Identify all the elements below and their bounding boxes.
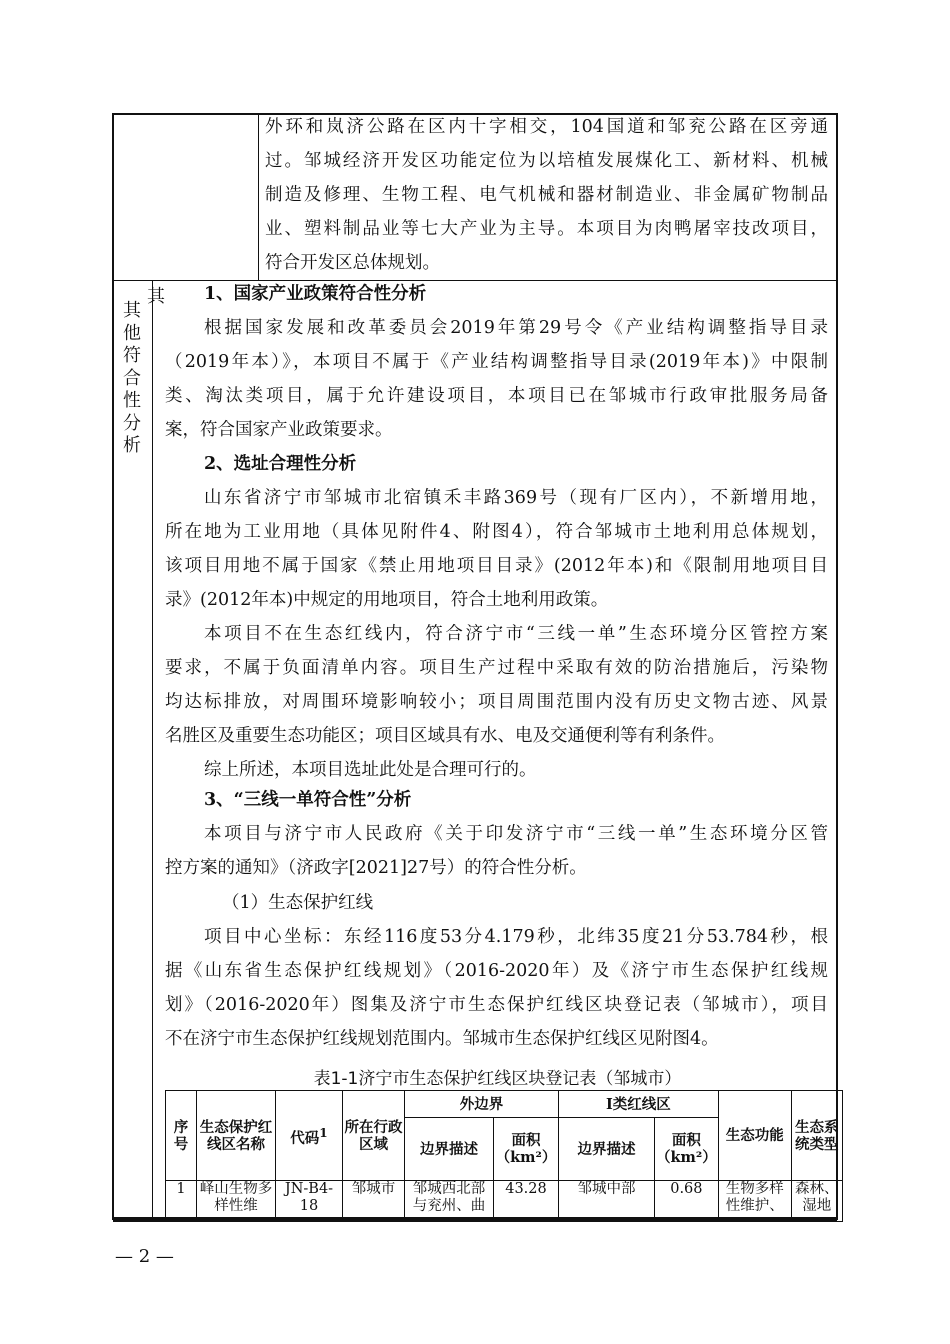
table-row: [166, 1181, 843, 1222]
text-line: 名胜区及重要生态功能区；项目区域具有水、电及交通便利等有利条件。: [165, 726, 725, 746]
header-region: 所在行政区域: [343, 1091, 405, 1181]
cell-eco: 森林、湿地: [791, 1181, 842, 1222]
text-line: （1）生态保护红线: [222, 893, 374, 913]
header-code-text: 代码: [290, 1129, 320, 1147]
text-line: 据《山东省生态保护红线规划》（2016-2020年）及《济宁市生态保护红线规: [165, 961, 828, 981]
section-heading: 1、国家产业政策符合性分析: [204, 284, 427, 304]
divider: [258, 113, 259, 280]
cell-region: 邹城市: [343, 1181, 405, 1222]
text-line: （2019年本）》，本项目不属于《产业结构调整指导目录(2019年本)》中限制: [165, 352, 828, 372]
cell-function: 生物多样性维护、: [718, 1181, 791, 1222]
divider: [152, 280, 153, 1220]
text-line: 过。邹城经济开发区功能定位为以培植发展煤化工、新材料、机械: [265, 151, 828, 171]
header-eco: 生态系统类型: [791, 1091, 842, 1181]
stray-char: 其: [147, 286, 165, 307]
cell-desc2: 邹城中部: [559, 1181, 655, 1222]
footnote-mark: 1: [319, 1125, 328, 1140]
text-line: 该项目用地不属于国家《禁止用地项目目录》(2012年本)和《限制用地项目目: [165, 556, 828, 576]
header-class1: I类红线区: [559, 1091, 719, 1118]
header-area2: 面积（km²）: [655, 1118, 719, 1181]
section-heading: 3、“三线一单符合性”分析: [204, 790, 412, 810]
text-line: 外环和岚济公路在区内十字相交，104国道和邹兖公路在区旁通: [265, 117, 828, 137]
text-line: 业、塑料制品业等七大产业为主导。本项目为肉鸭屠宰技改项目，: [265, 219, 828, 239]
page-number: — 2 —: [115, 1246, 174, 1267]
header-desc1: 边界描述: [405, 1118, 494, 1181]
cell-no: 1: [166, 1181, 197, 1222]
text-line: 录》(2012年本)中规定的用地项目，符合土地利用政策。: [165, 590, 609, 610]
text-line: 划》（2016-2020年）图集及济宁市生态保护红线区块登记表（邹城市），项目: [165, 995, 828, 1015]
text-line: 综上所述，本项目选址此处是合理可行的。: [204, 760, 537, 780]
text-line: 均达标排放，对周围环境影响较小；项目周围范围内没有历史文物古迹、风景: [165, 692, 828, 712]
text-line: 项目中心坐标：东经116度53分4.179秒，北纬35度21分53.784秒，根: [204, 927, 828, 947]
text-line: 要求，不属于负面清单内容。项目生产过程中采取有效的防治措施后，污染物: [165, 658, 828, 678]
table-caption: 表1-1济宁市生态保护红线区块登记表（邹城市）: [313, 1069, 682, 1089]
side-label-other-compliance: 其他符合性分析: [123, 300, 141, 456]
text-line: 山东省济宁市邹城市北宿镇禾丰路369号（现有厂区内），不新增用地，: [204, 488, 828, 508]
frame-bottom: [113, 1219, 837, 1222]
red-line-register-table: [165, 1090, 843, 1222]
text-line: 不在济宁市生态保护红线规划范围内。邹城市生态保护红线区见附图4。: [165, 1029, 719, 1049]
header-no: 序号: [166, 1091, 197, 1181]
section-heading: 2、选址合理性分析: [204, 454, 357, 474]
header-code: [276, 1091, 343, 1181]
cell-area2: 0.68: [655, 1181, 719, 1222]
header-area1: 面积（km²）: [494, 1118, 559, 1181]
text-line: 本项目不在生态红线内，符合济宁市“三线一单”生态环境分区管控方案: [204, 624, 828, 644]
header-function: 生态功能: [718, 1091, 791, 1181]
text-line: 本项目与济宁市人民政府《关于印发济宁市“三线一单”生态环境分区管: [204, 824, 828, 844]
header-outer: 外边界: [405, 1091, 559, 1118]
cell-area1: 43.28: [494, 1181, 559, 1222]
text-line: 制造及修理、生物工程、电气机械和器材制造业、非金属矿物制品: [265, 185, 828, 205]
text-line: 控方案的通知》（济政字[2021]27号）的符合性分析。: [165, 858, 587, 878]
cell-code: JN-B4-18: [276, 1181, 343, 1222]
text-line: 类、淘汰类项目，属于允许建设项目，本项目已在邹城市行政审批服务局备: [165, 386, 828, 406]
cell-name: 峄山生物多样性维: [197, 1181, 276, 1222]
header-name: 生态保护红线区名称: [197, 1091, 276, 1181]
text-line: 案，符合国家产业政策要求。: [165, 420, 393, 440]
cell-desc1: 邹城西北部与兖州、曲: [405, 1181, 494, 1222]
header-desc2: 边界描述: [559, 1118, 655, 1181]
text-line: 所在地为工业用地（具体见附件4、附图4），符合邹城市土地利用总体规划，: [165, 522, 828, 542]
text-line: 根据国家发展和改革委员会2019年第29号令《产业结构调整指导目录: [204, 318, 828, 338]
text-line: 符合开发区总体规划。: [265, 253, 440, 273]
